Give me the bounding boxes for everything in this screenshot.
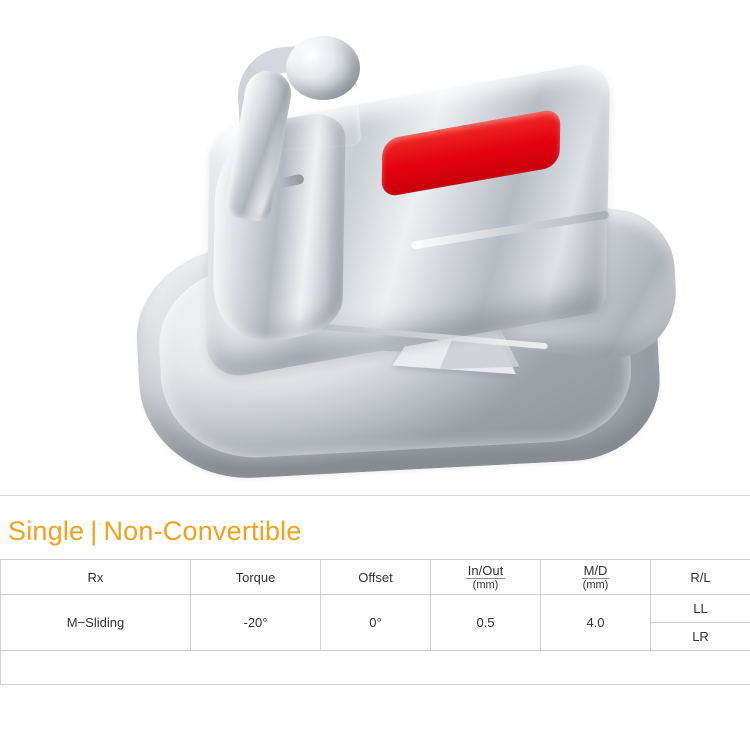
table-row	[1, 595, 750, 623]
product-caption	[0, 496, 750, 559]
cell-in-out: 0.5	[431, 595, 541, 651]
header-offset-label: Offset	[358, 569, 393, 585]
header-md-unit: (mm)	[582, 579, 609, 591]
caption-left-text: Single	[8, 516, 85, 546]
cell-md: 4.0	[541, 595, 651, 651]
header-torque	[191, 560, 321, 595]
header-rx-label: Rx	[87, 569, 104, 585]
header-in-out	[431, 560, 541, 595]
header-in-out-unit: (mm)	[472, 579, 499, 591]
cell-torque: -20°	[191, 595, 321, 651]
specification-table	[0, 559, 750, 685]
header-torque-label: Torque	[235, 569, 276, 585]
table-header-row	[1, 560, 750, 595]
header-rx	[1, 560, 191, 595]
cell-offset: 0°	[321, 595, 431, 651]
header-rl-label: R/L	[690, 569, 711, 585]
header-rl	[651, 560, 750, 595]
header-offset	[321, 560, 431, 595]
header-md-label: M/D	[583, 563, 608, 578]
ball-hook-tip	[286, 36, 360, 100]
header-in-out-label: In/Out	[467, 563, 504, 578]
cell-rx: M−Sliding	[1, 595, 191, 651]
caption-right-text: Non-Convertible	[103, 516, 302, 546]
caption-separator: |	[90, 516, 98, 546]
cell-empty-footer	[1, 651, 750, 685]
header-md	[541, 560, 651, 595]
table-footer-row	[1, 651, 750, 685]
cell-rl-lr: LR	[651, 623, 750, 651]
cell-rl-ll: LL	[651, 595, 750, 623]
